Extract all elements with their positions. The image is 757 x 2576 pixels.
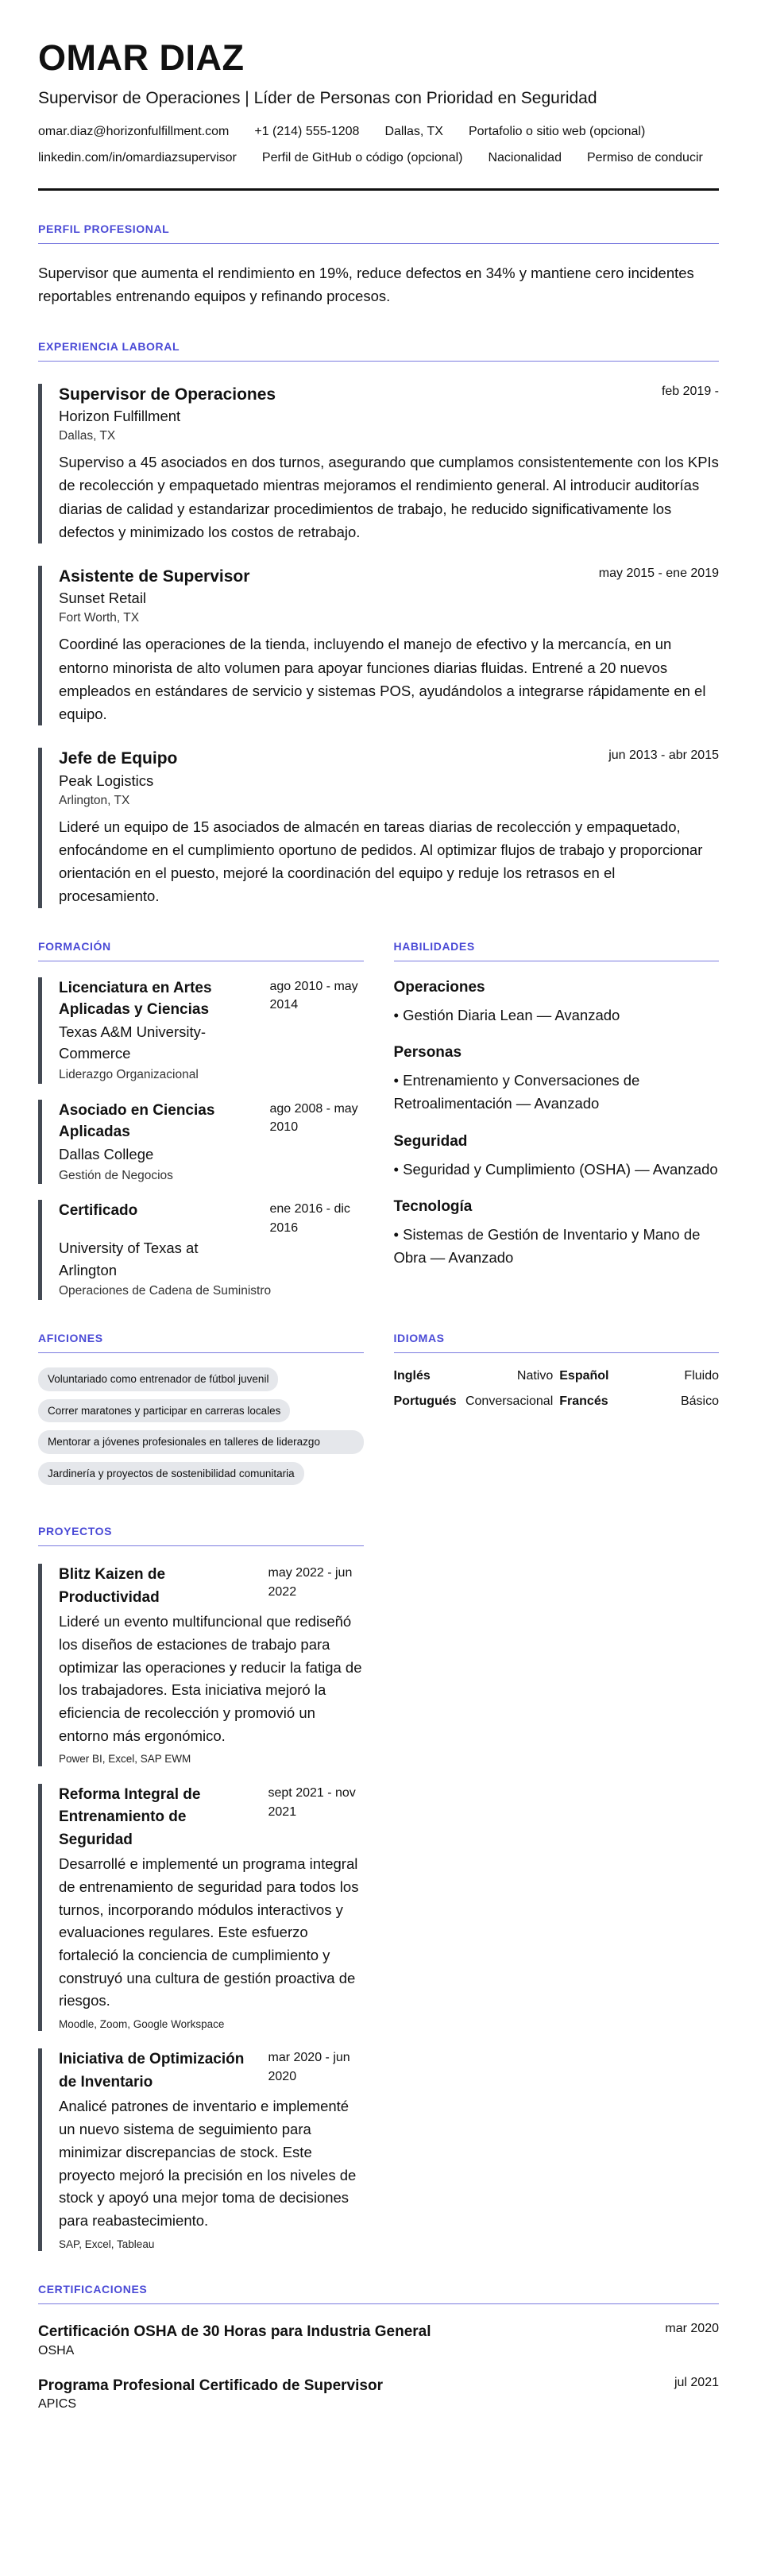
job-description: Superviso a 45 asociados en dos turnos, asegurando que cumplamos consistentemente con los KPIs de recolección y empaquetado mientras mejoramos el rendimiento general. Al introducir auditorías diarias de calidad y estandarizar procedimientos de trabajo, he reducido significativamente los defectos y minimizado los costos de retrabajo. bbox=[59, 454, 719, 540]
project-description: Lideré un evento multifuncional que rediseñó los diseños de estaciones de trabajo para optimizar las operaciones y reducir la fatiga de los trabajadores. Esta iniciativa mejoró la eficiencia de recolección y promovió un entorno más ergonómico. bbox=[59, 1613, 362, 1744]
skill-item: • Seguridad y Cumplimiento (OSHA) — Avanzado bbox=[393, 1160, 718, 1178]
language-level: Conversacional bbox=[465, 1394, 554, 1408]
language-item bbox=[559, 1394, 719, 1409]
job-date: may 2015 - ene 2019 bbox=[598, 567, 719, 581]
section-title: PROYECTOS bbox=[38, 1525, 364, 1546]
project-name: Blitz Kaizen de Productividad bbox=[59, 1566, 166, 1606]
education-date: ago 2008 - may 2010 bbox=[269, 1101, 358, 1135]
language-grid bbox=[394, 1369, 720, 1409]
section-title: AFICIONES bbox=[38, 1332, 364, 1353]
summary-text: Supervisor que aumenta el rendimiento en 19%, reduce defectos en 34% y mantiene cero incidentes reportables entrenando equipos y refinando procesos. bbox=[38, 264, 694, 305]
contact-portfolio[interactable]: Portafolio o sitio web (opcional) bbox=[468, 125, 646, 139]
school-name: Dallas College bbox=[59, 1145, 154, 1162]
language-name: Español bbox=[559, 1368, 609, 1383]
certification-issuer: APICS bbox=[38, 2397, 77, 2412]
project-description: Desarrollé e implementé un programa integral de entrenamiento de seguridad para todos los turnos, incorporando módulos interactivos y evaluaciones regulares. Este esfuerzo fortaleció la conciencia de cumplimiento y construyó una cultura de gestión proactiva de riesgos. bbox=[59, 1855, 359, 2009]
school-name: Texas A&M University-Commerce bbox=[59, 1023, 207, 1062]
projects-section bbox=[38, 1525, 364, 2251]
experience-entry bbox=[38, 384, 719, 543]
section-title: FORMACIÓN bbox=[38, 940, 364, 961]
section-title: IDIOMAS bbox=[394, 1332, 720, 1353]
school-name: University of Texas at Arlington bbox=[59, 1239, 199, 1278]
certification-date: jul 2021 bbox=[674, 2375, 719, 2389]
contact-driving-license: Permiso de conducir bbox=[586, 151, 703, 165]
section-title: CERTIFICACIONES bbox=[38, 2283, 719, 2304]
job-date: feb 2019 - bbox=[661, 384, 719, 398]
contact-email[interactable]: omar.diaz@horizonfulfillment.com bbox=[38, 125, 230, 139]
languages-section bbox=[394, 1332, 720, 1493]
language-item bbox=[559, 1369, 719, 1383]
education-skills-row bbox=[38, 940, 719, 1300]
education-date: ene 2016 - dic 2016 bbox=[269, 1202, 350, 1235]
skill-category: Operaciones bbox=[393, 978, 485, 996]
certification-entry bbox=[38, 2322, 719, 2358]
contact-github[interactable]: Perfil de GitHub o código (opcional) bbox=[261, 151, 463, 165]
job-company: Peak Logistics bbox=[59, 772, 154, 789]
education-entry bbox=[38, 1100, 364, 1185]
certification-entry bbox=[38, 2376, 719, 2412]
field-of-study: Liderazgo Organizacional bbox=[59, 1068, 199, 1082]
skills-section bbox=[394, 940, 720, 1300]
project-entry bbox=[38, 2048, 364, 2251]
project-date: may 2022 - jun 2022 bbox=[268, 1566, 353, 1599]
job-company: Sunset Retail bbox=[59, 590, 147, 607]
education-section bbox=[38, 940, 364, 1300]
education-date: ago 2010 - may 2014 bbox=[269, 979, 358, 1011]
language-name: Portugués bbox=[393, 1394, 457, 1408]
skill-category: Tecnología bbox=[393, 1198, 473, 1216]
skill-category: Personas bbox=[393, 1044, 462, 1062]
contact-phone[interactable]: +1 (214) 555-1208 bbox=[254, 125, 360, 139]
skill-item: • Entrenamiento y Conversaciones de Retroalimentación — Avanzado bbox=[393, 1072, 640, 1112]
project-entry bbox=[38, 1784, 364, 2032]
degree-title: Licenciatura en Artes Aplicadas y Ciencias bbox=[59, 979, 212, 1019]
header-divider bbox=[38, 188, 719, 191]
language-item bbox=[394, 1394, 554, 1409]
certifications-section bbox=[38, 2283, 719, 2412]
job-title: Jefe de Equipo bbox=[59, 749, 178, 768]
experience-entry bbox=[38, 566, 719, 725]
project-entry bbox=[38, 1564, 364, 1766]
certification-date: mar 2020 bbox=[665, 2322, 719, 2336]
job-company: Horizon Fulfillment bbox=[59, 408, 181, 425]
degree-title: Asociado en Ciencias Aplicadas bbox=[59, 1101, 215, 1141]
language-level: Fluido bbox=[684, 1368, 719, 1383]
project-date: mar 2020 - jun 2020 bbox=[268, 2051, 350, 2084]
hobby-tag: Mentorar a jóvenes profesionales en talleres de liderazgo bbox=[38, 1430, 364, 1454]
candidate-name: OMAR DIAZ bbox=[38, 37, 245, 78]
skill-item: • Gestión Diaria Lean — Avanzado bbox=[393, 1006, 620, 1023]
hobby-tag: Jardinería y proyectos de sostenibilidad comunitaria bbox=[38, 1462, 304, 1486]
certification-issuer: OSHA bbox=[38, 2343, 75, 2357]
job-description: Coordiné las operaciones de la tienda, incluyendo el manejo de efectivo y la mercancía, en un entorno minorista de alto volumen para apoyar funciones diarias fluidas. Entrené a 20 nuevos empleados en estándares de servicio y sistemas POS, ayudándolos a integrarse rápidamente en el equipo. bbox=[59, 636, 706, 723]
language-name: Francés bbox=[559, 1394, 608, 1408]
hobby-tag-list bbox=[38, 1367, 364, 1493]
project-date: sept 2021 - nov 2021 bbox=[268, 1785, 356, 1819]
language-level: Nativo bbox=[516, 1368, 554, 1383]
certification-name: Programa Profesional Certificado de Supervisor bbox=[38, 2377, 383, 2394]
contact-linkedin[interactable]: linkedin.com/in/omardiazsupervisor bbox=[38, 151, 237, 165]
job-title: Supervisor de Operaciones bbox=[59, 385, 276, 404]
job-location: Fort Worth, TX bbox=[59, 611, 140, 625]
section-title: HABILIDADES bbox=[394, 940, 720, 961]
education-entry bbox=[38, 977, 364, 1084]
projects-row bbox=[38, 1525, 719, 2251]
job-date: jun 2013 - abr 2015 bbox=[608, 748, 719, 763]
job-description: Lideré un equipo de 15 asociados de almacén en tareas diarias de recolección y empaquetado, enfocándome en el cumplimiento oportuno de pedidos. Al optimizar flujos de trabajo y proporcionar orientación en el puesto, mejoré la coordinación del equipo y reduje los retrasos en el procesamiento. bbox=[59, 818, 703, 905]
project-tools: Power BI, Excel, SAP EWM bbox=[59, 1753, 191, 1766]
hobby-tag: Correr maratones y participar en carreras locales bbox=[38, 1399, 290, 1423]
hobbies-section bbox=[38, 1332, 364, 1493]
section-title: PERFIL PROFESIONAL bbox=[38, 222, 719, 244]
experience-entry bbox=[38, 748, 719, 907]
empty-column bbox=[394, 1525, 720, 2251]
degree-title: Certificado bbox=[59, 1202, 138, 1220]
project-description: Analicé patrones de inventario e implementé un nuevo sistema de seguimiento para minimizar discrepancias de stock. Este proyecto mejoró la precisión en los niveles de stock y apoyó una mejor toma de decisiones para reabastecimiento. bbox=[59, 2098, 357, 2229]
job-location: Arlington, TX bbox=[59, 793, 130, 807]
summary-section bbox=[38, 222, 719, 308]
skill-item: • Sistemas de Gestión de Inventario y Mano de Obra — Avanzado bbox=[393, 1226, 701, 1266]
education-entry bbox=[38, 1200, 364, 1300]
project-tools: SAP, Excel, Tableau bbox=[59, 2238, 155, 2250]
project-tools: Moodle, Zoom, Google Workspace bbox=[59, 2017, 225, 2030]
contact-location: Dallas, TX bbox=[384, 125, 443, 139]
language-item bbox=[394, 1369, 554, 1383]
project-name: Iniciativa de Optimización de Inventario bbox=[59, 2051, 245, 2091]
field-of-study: Gestión de Negocios bbox=[59, 1168, 173, 1182]
project-name: Reforma Integral de Entrenamiento de Seguridad bbox=[59, 1785, 201, 1848]
contact-nationality: Nacionalidad bbox=[488, 151, 562, 165]
candidate-headline: Supervisor de Operaciones | Líder de Personas con Prioridad en Seguridad bbox=[38, 89, 597, 107]
hobbies-languages-row bbox=[38, 1332, 719, 1493]
language-level: Básico bbox=[680, 1394, 719, 1408]
hobby-tag: Voluntariado como entrenador de fútbol juvenil bbox=[38, 1367, 278, 1391]
experience-section bbox=[38, 340, 719, 908]
section-title: EXPERIENCIA LABORAL bbox=[38, 340, 719, 362]
skill-category: Seguridad bbox=[393, 1132, 468, 1150]
language-name: Inglés bbox=[393, 1368, 431, 1383]
contact-list bbox=[38, 124, 719, 165]
job-location: Dallas, TX bbox=[59, 429, 116, 443]
resume-header bbox=[38, 37, 719, 191]
certification-name: Certificación OSHA de 30 Horas para Industria General bbox=[38, 2323, 431, 2341]
field-of-study: Operaciones de Cadena de Suministro bbox=[59, 1284, 272, 1298]
job-title: Asistente de Supervisor bbox=[59, 567, 250, 586]
